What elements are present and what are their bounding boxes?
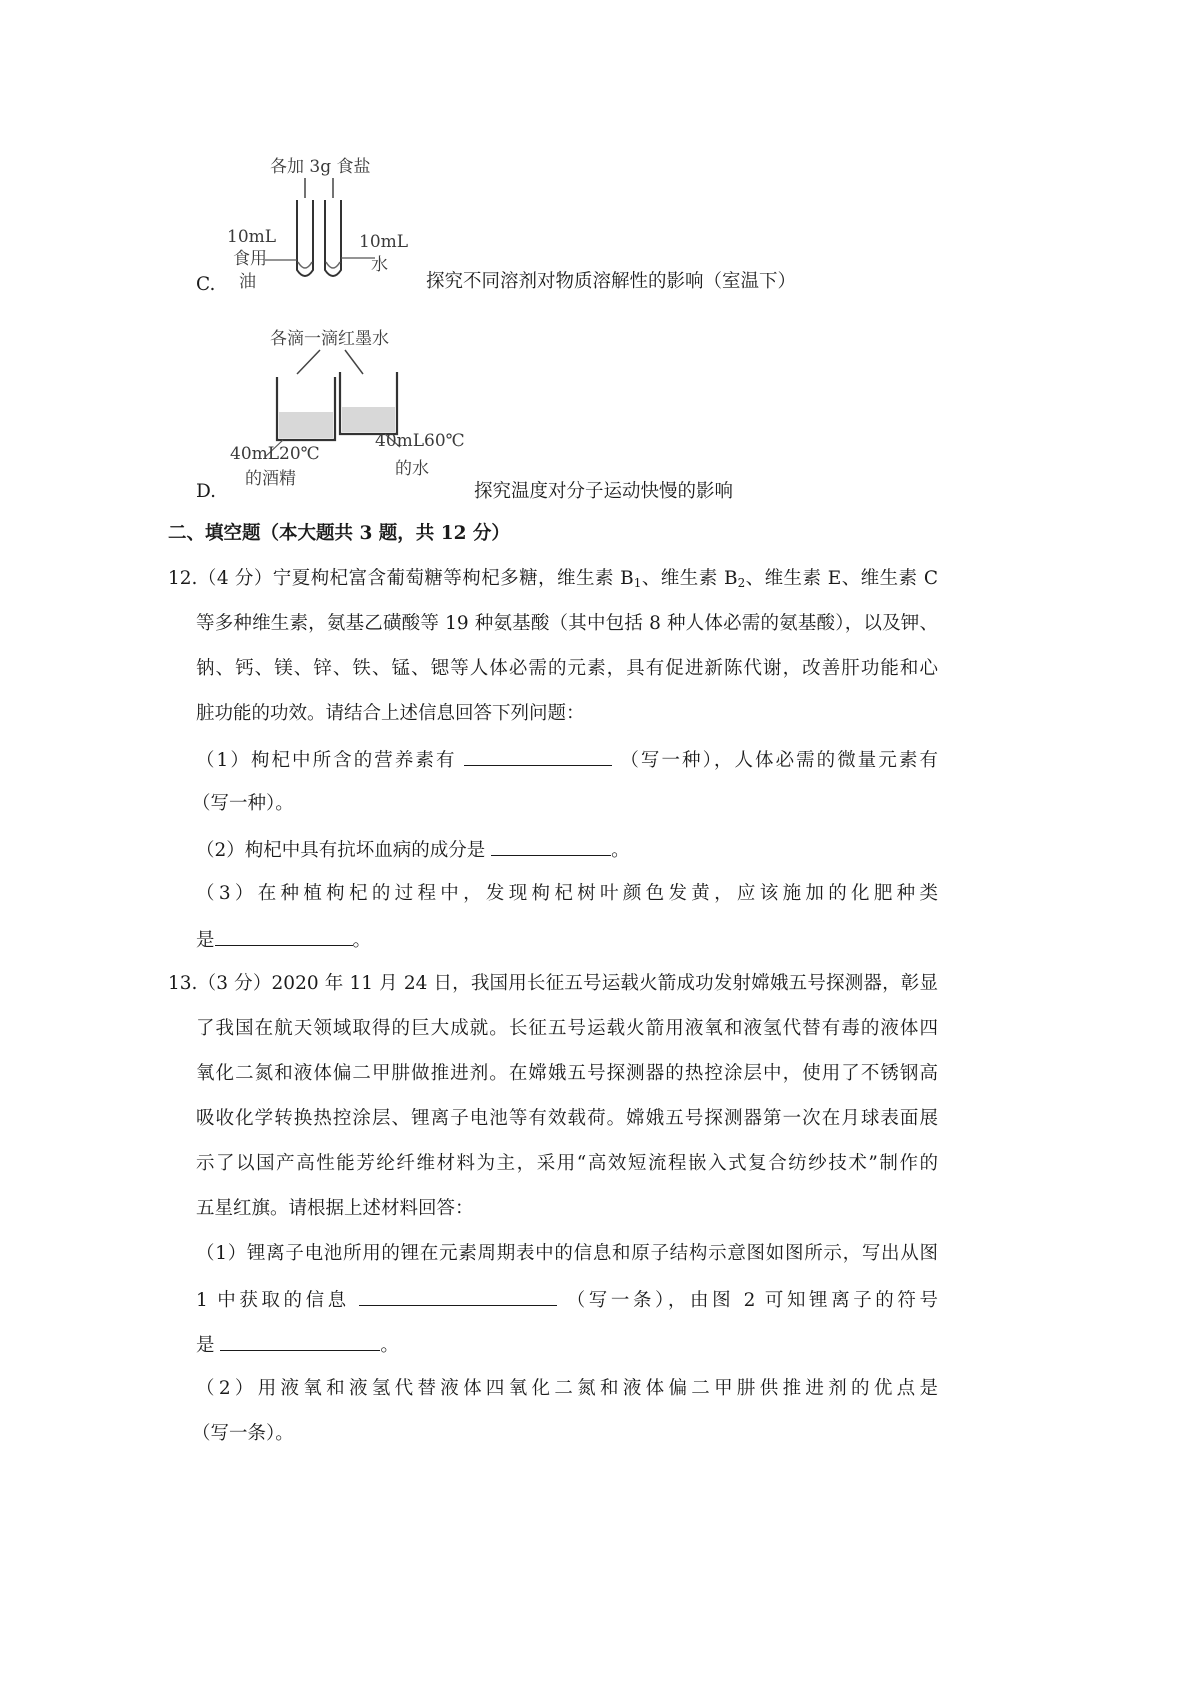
option-c-letter: C.	[196, 274, 216, 295]
q13-part-2-end: （写一条）。	[192, 1423, 294, 1444]
q12-part-2-text-a: （2）枸杞中具有抗坏血病的成分是	[196, 840, 486, 861]
figure-c-right-label-1: 10mL	[359, 232, 409, 252]
q12-part-1	[196, 747, 938, 773]
figure-c-left-label-3: 油	[239, 272, 256, 292]
q13-part-1-text-e: 。	[380, 1335, 399, 1356]
figure-d-left-label-2: 的酒精	[245, 469, 296, 489]
figure-c-right-label-2: 水	[371, 255, 388, 275]
q12-part-3-end	[196, 927, 371, 953]
option-d-text: 探究温度对分子运动快慢的影响	[474, 481, 734, 502]
q12-part-2	[196, 837, 630, 863]
q13-part-2: （2）用液氧和液氢代替液体四氧化二氮和液体偏二甲肼供推进剂的优点是	[196, 1378, 938, 1399]
q12-tail: 、维生素 E、维生素 C	[745, 568, 938, 589]
q13-part-1-line-2	[196, 1287, 938, 1313]
q12-line-4: 脏功能的功效。请结合上述信息回答下列问题：	[196, 703, 585, 724]
figure-d-beakers	[225, 322, 465, 497]
q13-part-1-text-b: 1 中获取的信息	[196, 1290, 350, 1311]
q12-part-1-text-a: （1）枸杞中所含的营养素有	[196, 750, 457, 771]
figure-c-left-label-1: 10mL	[227, 227, 277, 247]
q13-line-2: 了我国在航天领域取得的巨大成就。长征五号运载火箭用液氧和液氢代替有毒的液体四	[196, 1018, 938, 1039]
q13-part-1-line-3	[196, 1332, 399, 1358]
q12-line-2: 等多种维生素，氨基乙磺酸等 19 种氨基酸（其中包括 8 种人体必需的氨基酸），以及钾、	[196, 613, 938, 634]
q12-part-3-text-b: 是	[196, 930, 215, 951]
q12-mid: 、维生素 B	[641, 568, 738, 589]
q12-part-3-blank[interactable]	[215, 927, 353, 946]
q12-part-3: （3）在种植枸杞的过程中，发现枸杞树叶颜色发黄，应该施加的化肥种类	[196, 883, 938, 904]
q12-part-2-blank[interactable]	[491, 837, 611, 856]
figure-d-right-label-1: 40mL60℃	[375, 431, 465, 451]
q13-line-5: 示了以国产高性能芳纶纤维材料为主，采用“高效短流程嵌入式复合纺纱技术”制作的	[196, 1153, 938, 1174]
q13-part-1: （1）锂离子电池所用的锂在元素周期表中的信息和原子结构示意图如图所示，写出从图	[196, 1243, 938, 1264]
option-c-text: 探究不同溶剂对物质溶解性的影响（室温下）	[426, 271, 797, 292]
section-2-heading: 二、填空题（本大题共 3 题，共 12 分）	[168, 523, 510, 544]
q13-part-1-text-c: （写一条），由图 2 可知锂离子的符号	[566, 1290, 938, 1311]
figure-c-left-label-2: 食用	[233, 249, 267, 269]
q13-part-1-blank-2[interactable]	[220, 1332, 380, 1351]
q13-part-1-blank-1[interactable]	[359, 1287, 557, 1306]
q12-part-1-end: （写一种）。	[192, 793, 294, 814]
q12-line-3: 钠、钙、镁、锌、铁、锰、锶等人体必需的元素，具有促进新陈代谢，改善肝功能和心	[196, 658, 938, 679]
figure-c-top-label: 各加 3g 食盐	[270, 157, 371, 177]
q12-sub-1: 1	[633, 576, 642, 590]
q12-line-1	[168, 567, 938, 595]
figure-c-test-tubes	[225, 150, 415, 295]
figure-d-left-label-1: 40mL20℃	[230, 444, 320, 464]
q12-sub-2: 2	[737, 576, 746, 590]
q12-part-1-blank[interactable]	[464, 747, 612, 766]
option-d-letter: D.	[196, 481, 217, 502]
figure-d-top-label: 各滴一滴红墨水	[270, 329, 389, 349]
q13-line-4: 吸收化学转换热控涂层、锂离子电池等有效载荷。嫦娥五号探测器第一次在月球表面展	[196, 1108, 938, 1129]
q13-line-6: 五星红旗。请根据上述材料回答：	[196, 1198, 474, 1219]
q13-line-1: 13.（3 分）2020 年 11 月 24 日，我国用长征五号运载火箭成功发射嫦娥五号探测器，彰显	[168, 973, 938, 994]
figure-d-right-label-2: 的水	[395, 459, 429, 479]
q12-part-1-text-b: （写一种），人体必需的微量元素有	[620, 750, 938, 771]
q12-part-2-text-b: 。	[611, 840, 630, 861]
q12-lead: 12.（4 分）宁夏枸杞富含葡萄糖等枸杞多糖，维生素 B	[168, 568, 634, 589]
q12-part-3-text-c: 。	[352, 930, 372, 951]
q13-line-3: 氧化二氮和液体偏二甲肼做推进剂。在嫦娥五号探测器的热控涂层中，使用了不锈钢高	[196, 1063, 938, 1084]
q13-part-1-text-d: 是	[196, 1335, 215, 1356]
